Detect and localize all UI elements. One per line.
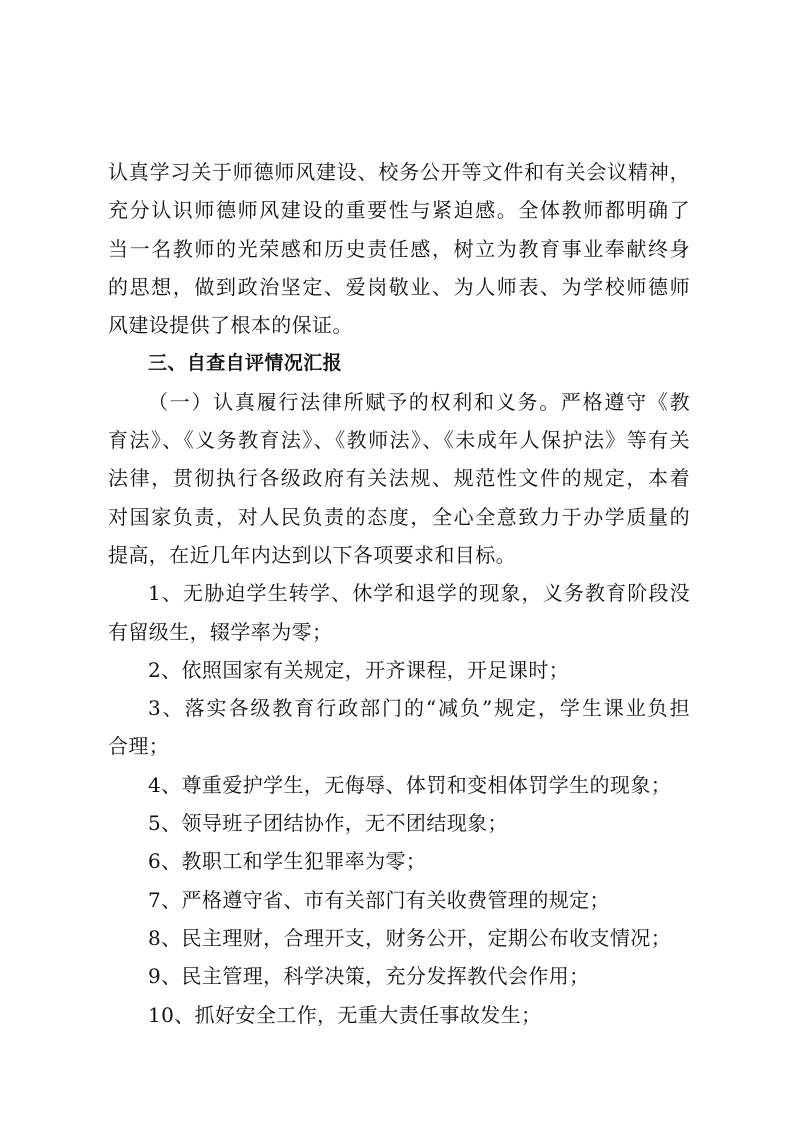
subsection-line-4: 对国家负责，对人民负责的态度，全心全意致力于办学质量的 [108, 504, 690, 529]
intro-line-1: 认真学习关于师德师风建设、校务公开等文件和有关会议精神， [108, 160, 690, 184]
list-item-10: 10、抓好安全工作，无重大责任事故发生； [148, 1002, 542, 1027]
subsection-line-1: （一）认真履行法律所赋予的权利和义务。严格遵守《教 [148, 389, 690, 414]
list-item-7: 7、严格遵守省、市有关部门有关收费管理的规定； [148, 887, 610, 912]
section-heading: 三、自查自评情况汇报 [148, 352, 343, 375]
list-item-3-line-1: 3、落实各级教育行政部门的“减负”规定，学生课业负担 [148, 696, 690, 721]
list-item-2: 2、依照国家有关规定，开齐课程，开足课时； [148, 657, 570, 682]
subsection-line-2: 育法》、《义务教育法》、《教师法》、《未成年人保护法》等有关 [108, 428, 690, 453]
intro-line-3: 当一名教师的光荣感和历史责任感，树立为教育事业奉献终身 [108, 236, 690, 261]
intro-line-4: 的思想，做到政治坚定、爱岗敬业、为人师表、为学校师德师 [108, 274, 690, 299]
intro-line-5: 风建设提供了根本的保证。 [108, 313, 353, 338]
list-item-4: 4、尊重爱护学生，无侮辱、体罚和变相体罚学生的现象； [148, 772, 672, 797]
subsection-line-5: 提高，在近几年内达到以下各项要求和目标。 [108, 542, 516, 567]
list-item-9: 9、民主管理，科学决策，充分发挥教代会作用； [148, 964, 590, 989]
list-item-8: 8、民主理财，合理开支，财务公开，定期公布收支情况； [148, 925, 672, 950]
list-item-6: 6、教职工和学生犯罪率为零； [148, 849, 427, 874]
document-body [108, 153, 690, 1034]
subsection-line-3: 法律，贯彻执行各级政府有关法规、规范性文件的规定，本着 [108, 466, 690, 491]
list-item-1-line-1: 1、无胁迫学生转学、休学和退学的现象，义务教育阶段没 [148, 581, 690, 606]
list-item-1-line-2: 有留级生，辍学率为零； [108, 619, 333, 644]
list-item-5: 5、领导班子团结协作，无不团结现象； [148, 811, 508, 836]
intro-line-2: 充分认识师德师风建设的重要性与紧迫感。全体教师都明确了 [108, 198, 690, 223]
list-item-3-line-2: 合理； [108, 734, 170, 759]
